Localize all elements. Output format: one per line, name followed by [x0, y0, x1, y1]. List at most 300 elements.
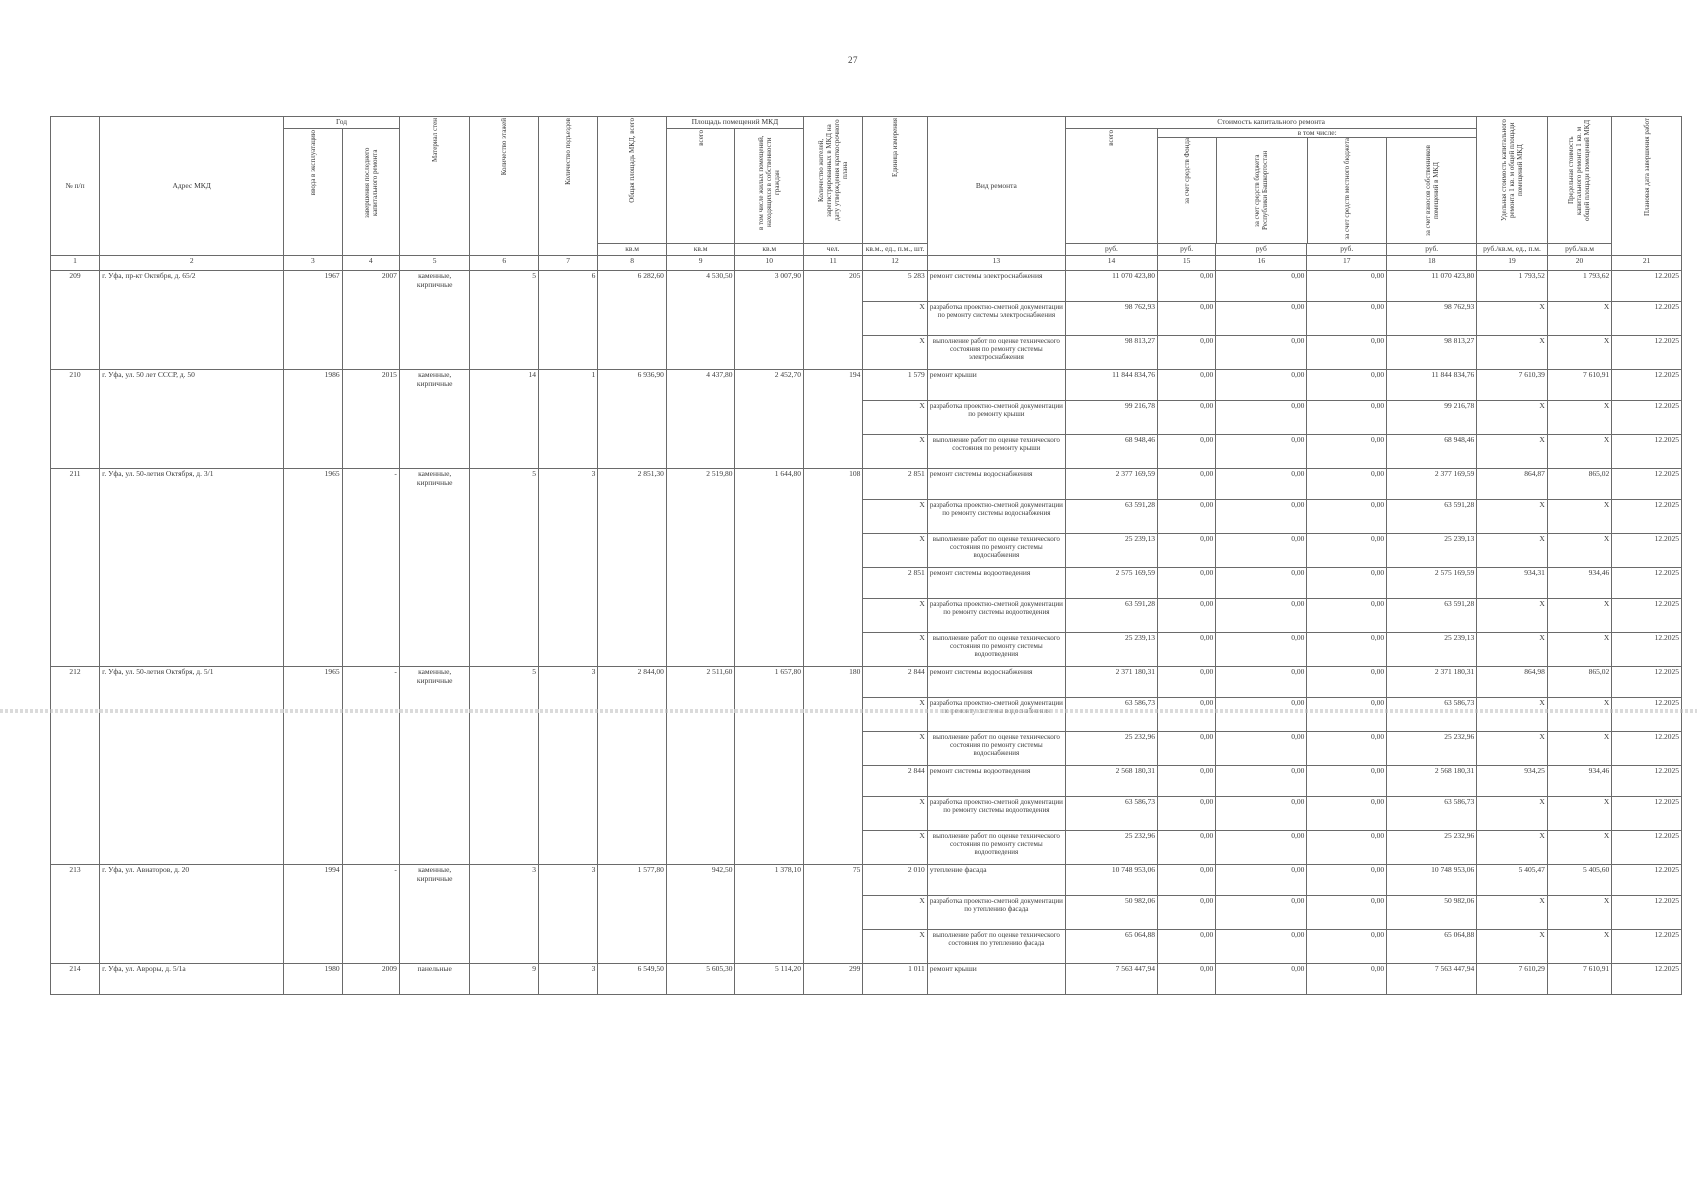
floors-cell: 3	[470, 864, 539, 963]
wall-material-cell: каменные, кирпичные	[399, 666, 470, 864]
max-cost-cell: X	[1547, 434, 1611, 468]
row-number: 211	[51, 468, 100, 666]
work-type-cell: выполнение работ по оценке технического состояния по ремонту системы водоотведения	[927, 632, 1065, 666]
work-type-cell: выполнение работ по оценке технического состояния по ремонту системы водоотведения	[927, 830, 1065, 864]
column-number: 18	[1387, 255, 1477, 270]
unit-amount-cell: 1 011	[863, 963, 927, 994]
max-cost-cell: 934,46	[1547, 765, 1611, 796]
unit-cost-cell: X	[1477, 830, 1548, 864]
entrances-cell: 6	[539, 270, 598, 369]
cost-local-cell: 0,00	[1307, 598, 1387, 632]
unit-amount-cell: X	[863, 697, 927, 731]
residents-cell: 108	[804, 468, 863, 666]
table-row	[51, 666, 1682, 697]
max-cost-cell: X	[1547, 830, 1611, 864]
cost-local-cell: 0,00	[1307, 796, 1387, 830]
unit-amount-cell: 2 844	[863, 765, 927, 796]
unit-amount-cell: 2 851	[863, 468, 927, 499]
cost-rb-cell: 0,00	[1216, 632, 1307, 666]
max-cost-cell: 7 610,91	[1547, 369, 1611, 400]
unit-cost-cell: 1 793,52	[1477, 270, 1548, 301]
cost-total-cell: 25 239,13	[1065, 632, 1157, 666]
cost-rb-cell: 0,00	[1216, 499, 1307, 533]
header-fund: за счет средств Фонда	[1182, 138, 1191, 205]
header-no: № п/п	[51, 117, 100, 256]
cost-fund-cell: 0,00	[1157, 567, 1215, 598]
cost-owners-cell: 98 762,93	[1387, 301, 1477, 335]
scan-artifact-stripe	[0, 709, 1697, 713]
row-number: 209	[51, 270, 100, 369]
unit-col-12: кв.м., ед., п.м., шт.	[863, 244, 927, 256]
column-number: 19	[1477, 255, 1548, 270]
year-repair-cell: -	[342, 864, 399, 963]
unit-col-9: кв.м	[666, 244, 735, 256]
unit-cost-cell: 934,31	[1477, 567, 1548, 598]
area-incl-cell: 3 007,90	[735, 270, 804, 369]
cost-fund-cell: 0,00	[1157, 963, 1215, 994]
cost-total-cell: 2 568 180,31	[1065, 765, 1157, 796]
unit-amount-cell: X	[863, 301, 927, 335]
unit-cost-cell: 934,25	[1477, 765, 1548, 796]
max-cost-cell: X	[1547, 796, 1611, 830]
cost-owners-cell: 2 377 169,59	[1387, 468, 1477, 499]
header-entrances: Количество подъездов	[539, 117, 598, 256]
wall-material-cell: панельные	[399, 963, 470, 994]
floors-cell: 14	[470, 369, 539, 468]
cost-owners-cell: 10 748 953,06	[1387, 864, 1477, 895]
cost-fund-cell: 0,00	[1157, 666, 1215, 697]
header-wall: Материал стен	[399, 117, 470, 256]
cost-local-cell: 0,00	[1307, 533, 1387, 567]
cost-total-cell: 68 948,46	[1065, 434, 1157, 468]
header-total-area: Общая площадь МКД, всего	[598, 117, 667, 244]
work-type-cell: разработка проектно-сметной документации по ремонту системы водоотведения	[927, 796, 1065, 830]
cost-fund-cell: 0,00	[1157, 731, 1215, 765]
header-year-last-repair: завершения последнего капитального ремонта	[342, 128, 399, 255]
unit-amount-cell: X	[863, 400, 927, 434]
unit-amount-cell: X	[863, 731, 927, 765]
residents-cell: 75	[804, 864, 863, 963]
unit-cost-cell: X	[1477, 301, 1548, 335]
cost-local-cell: 0,00	[1307, 864, 1387, 895]
work-type-cell: разработка проектно-сметной документации по ремонту системы водоотведения	[927, 598, 1065, 632]
column-number: 15	[1157, 255, 1215, 270]
year-commission-cell: 1965	[284, 468, 342, 666]
unit-cost-cell: X	[1477, 335, 1548, 369]
column-number: 8	[598, 255, 667, 270]
max-cost-cell: 865,02	[1547, 468, 1611, 499]
column-number: 11	[804, 255, 863, 270]
cost-owners-cell: 7 563 447,94	[1387, 963, 1477, 994]
table-row	[51, 369, 1682, 400]
cost-owners-cell: 63 586,73	[1387, 697, 1477, 731]
max-cost-cell: X	[1547, 335, 1611, 369]
cost-fund-cell: 0,00	[1157, 598, 1215, 632]
work-type-cell: разработка проектно-сметной документации по ремонту крыши	[927, 400, 1065, 434]
header-budget-local: за счет средств местного бюджета	[1342, 138, 1351, 240]
unit-amount-cell: X	[863, 499, 927, 533]
deadline-cell: 12.2025	[1612, 666, 1682, 697]
cost-total-cell: 11 844 834,76	[1065, 369, 1157, 400]
unit-cost-cell: 7 610,29	[1477, 963, 1548, 994]
wall-material-cell: каменные, кирпичные	[399, 369, 470, 468]
area-all-cell: 4 530,50	[666, 270, 735, 369]
deadline-cell: 12.2025	[1612, 765, 1682, 796]
year-repair-cell: 2015	[342, 369, 399, 468]
cost-local-cell: 0,00	[1307, 697, 1387, 731]
cost-rb-cell: 0,00	[1216, 301, 1307, 335]
floors-cell: 5	[470, 468, 539, 666]
unit-col-15: руб.	[1157, 244, 1215, 256]
cost-rb-cell: 0,00	[1216, 963, 1307, 994]
unit-col-18: руб.	[1387, 244, 1477, 256]
cost-owners-cell: 11 844 834,76	[1387, 369, 1477, 400]
area-all-cell: 4 437,80	[666, 369, 735, 468]
header-area-incl: в том числе жилых помещений, находящихся в собственности граждан	[735, 128, 804, 244]
cost-total-cell: 50 982,06	[1065, 895, 1157, 929]
header-unit: Единица измерения	[863, 117, 927, 244]
unit-col-14: руб.	[1065, 244, 1157, 256]
cost-rb-cell: 0,00	[1216, 929, 1307, 963]
header-incl-label: в том числе:	[1158, 129, 1476, 139]
deadline-cell: 12.2025	[1612, 697, 1682, 731]
column-number: 6	[470, 255, 539, 270]
entrances-cell: 3	[539, 468, 598, 666]
unit-amount-cell: X	[863, 434, 927, 468]
cost-rb-cell: 0,00	[1216, 468, 1307, 499]
work-type-cell: ремонт системы водоснабжения	[927, 468, 1065, 499]
deadline-cell: 12.2025	[1612, 400, 1682, 434]
cost-fund-cell: 0,00	[1157, 400, 1215, 434]
unit-cost-cell: X	[1477, 697, 1548, 731]
unit-amount-cell: X	[863, 796, 927, 830]
header-year-group: Год	[284, 117, 400, 129]
unit-col-20: руб./кв.м	[1547, 244, 1611, 256]
column-number: 17	[1307, 255, 1387, 270]
column-number: 9	[666, 255, 735, 270]
cost-fund-cell: 0,00	[1157, 335, 1215, 369]
cost-local-cell: 0,00	[1307, 830, 1387, 864]
cost-total-cell: 25 232,96	[1065, 731, 1157, 765]
cost-owners-cell: 25 232,96	[1387, 731, 1477, 765]
cost-total-cell: 25 232,96	[1065, 830, 1157, 864]
row-number: 212	[51, 666, 100, 864]
cost-local-cell: 0,00	[1307, 567, 1387, 598]
cost-total-cell: 11 070 423,80	[1065, 270, 1157, 301]
year-commission-cell: 1967	[284, 270, 342, 369]
cost-total-cell: 65 064,88	[1065, 929, 1157, 963]
unit-amount-cell: X	[863, 335, 927, 369]
cost-owners-cell: 2 575 169,59	[1387, 567, 1477, 598]
cost-owners-cell: 2 371 180,31	[1387, 666, 1477, 697]
cost-local-cell: 0,00	[1307, 301, 1387, 335]
cost-rb-cell: 0,00	[1216, 830, 1307, 864]
cost-rb-cell: 0,00	[1216, 864, 1307, 895]
work-type-cell: разработка проектно-сметной документации по ремонту системы водоснабжения	[927, 499, 1065, 533]
cost-total-cell: 7 563 447,94	[1065, 963, 1157, 994]
work-type-cell: ремонт системы водоснабжения	[927, 666, 1065, 697]
address-cell: г. Уфа, ул. 50-летия Октября, д. 3/1	[100, 468, 284, 666]
address-cell: г. Уфа, пр-кт Октября, д. 65/2	[100, 270, 284, 369]
unit-amount-cell: X	[863, 929, 927, 963]
unit-cost-cell: X	[1477, 796, 1548, 830]
year-repair-cell: 2009	[342, 963, 399, 994]
table-row	[51, 270, 1682, 301]
cost-fund-cell: 0,00	[1157, 434, 1215, 468]
column-number: 2	[100, 255, 284, 270]
area-all-cell: 2 511,60	[666, 666, 735, 864]
wall-material-cell: каменные, кирпичные	[399, 468, 470, 666]
total-area-cell: 2 851,30	[598, 468, 667, 666]
table-body	[51, 270, 1682, 994]
cost-total-cell: 63 586,73	[1065, 796, 1157, 830]
cost-fund-cell: 0,00	[1157, 830, 1215, 864]
residents-cell: 299	[804, 963, 863, 994]
work-type-cell: выполнение работ по оценке технического состояния по ремонту системы водоснабжения	[927, 533, 1065, 567]
cost-owners-cell: 2 568 180,31	[1387, 765, 1477, 796]
unit-amount-cell: 1 579	[863, 369, 927, 400]
area-incl-cell: 1 644,80	[735, 468, 804, 666]
capital-repair-table	[50, 116, 1682, 995]
cost-owners-cell: 63 586,73	[1387, 796, 1477, 830]
area-incl-cell: 1 378,10	[735, 864, 804, 963]
unit-cost-cell: X	[1477, 533, 1548, 567]
max-cost-cell: X	[1547, 598, 1611, 632]
wall-material-cell: каменные, кирпичные	[399, 864, 470, 963]
cost-local-cell: 0,00	[1307, 666, 1387, 697]
row-number: 213	[51, 864, 100, 963]
unit-cost-cell: 5 405,47	[1477, 864, 1548, 895]
total-area-cell: 1 577,80	[598, 864, 667, 963]
page-number: 27	[848, 55, 858, 65]
cost-fund-cell: 0,00	[1157, 369, 1215, 400]
cost-rb-cell: 0,00	[1216, 796, 1307, 830]
table-row	[51, 864, 1682, 895]
max-cost-cell: X	[1547, 400, 1611, 434]
deadline-cell: 12.2025	[1612, 731, 1682, 765]
unit-amount-cell: 2 844	[863, 666, 927, 697]
floors-cell: 9	[470, 963, 539, 994]
column-number: 5	[399, 255, 470, 270]
cost-rb-cell: 0,00	[1216, 598, 1307, 632]
header-cost-total: всего	[1065, 128, 1157, 244]
header-area-group: Площадь помещений МКД	[666, 117, 803, 129]
cost-rb-cell: 0,00	[1216, 533, 1307, 567]
cost-local-cell: 0,00	[1307, 499, 1387, 533]
max-cost-cell: 5 405,60	[1547, 864, 1611, 895]
cost-total-cell: 10 748 953,06	[1065, 864, 1157, 895]
table-row	[51, 963, 1682, 994]
deadline-cell: 12.2025	[1612, 301, 1682, 335]
header-floors: Количество этажей	[470, 117, 539, 256]
total-area-cell: 2 844,00	[598, 666, 667, 864]
cost-total-cell: 99 216,78	[1065, 400, 1157, 434]
table-row	[51, 468, 1682, 499]
work-type-cell: выполнение работ по оценке технического состояния по ремонту системы электроснабжения	[927, 335, 1065, 369]
year-commission-cell: 1980	[284, 963, 342, 994]
work-type-cell: выполнение работ по оценке технического состояния по ремонту системы водоснабжения	[927, 731, 1065, 765]
cost-rb-cell: 0,00	[1216, 567, 1307, 598]
deadline-cell: 12.2025	[1612, 895, 1682, 929]
work-type-cell: ремонт системы водоотведения	[927, 765, 1065, 796]
cost-local-cell: 0,00	[1307, 270, 1387, 301]
total-area-cell: 6 282,60	[598, 270, 667, 369]
unit-amount-cell: 2 010	[863, 864, 927, 895]
cost-total-cell: 25 239,13	[1065, 533, 1157, 567]
unit-amount-cell: 2 851	[863, 567, 927, 598]
work-type-cell: ремонт крыши	[927, 369, 1065, 400]
year-commission-cell: 1965	[284, 666, 342, 864]
max-cost-cell: X	[1547, 533, 1611, 567]
cost-owners-cell: 25 239,13	[1387, 632, 1477, 666]
max-cost-cell: X	[1547, 929, 1611, 963]
residents-cell: 205	[804, 270, 863, 369]
max-cost-cell: X	[1547, 499, 1611, 533]
cost-local-cell: 0,00	[1307, 632, 1387, 666]
column-number: 14	[1065, 255, 1157, 270]
max-cost-cell: X	[1547, 697, 1611, 731]
cost-total-cell: 98 813,27	[1065, 335, 1157, 369]
work-type-cell: разработка проектно-сметной документации по ремонту системы электроснабжения	[927, 301, 1065, 335]
unit-cost-cell: X	[1477, 731, 1548, 765]
wall-material-cell: каменные, кирпичные	[399, 270, 470, 369]
column-number: 20	[1547, 255, 1611, 270]
cost-rb-cell: 0,00	[1216, 666, 1307, 697]
area-all-cell: 2 519,80	[666, 468, 735, 666]
cost-local-cell: 0,00	[1307, 731, 1387, 765]
cost-fund-cell: 0,00	[1157, 796, 1215, 830]
unit-cost-cell: X	[1477, 895, 1548, 929]
cost-local-cell: 0,00	[1307, 929, 1387, 963]
unit-col-19: руб./кв.м, ед., п.м.	[1477, 244, 1548, 256]
column-number: 16	[1216, 255, 1307, 270]
entrances-cell: 3	[539, 963, 598, 994]
entrances-cell: 3	[539, 864, 598, 963]
unit-amount-cell: X	[863, 533, 927, 567]
column-number: 12	[863, 255, 927, 270]
unit-cost-cell: X	[1477, 400, 1548, 434]
cost-rb-cell: 0,00	[1216, 434, 1307, 468]
max-cost-cell: 1 793,62	[1547, 270, 1611, 301]
column-number: 10	[735, 255, 804, 270]
unit-cost-cell: X	[1477, 499, 1548, 533]
work-type-cell: выполнение работ по оценке технического состояния по утеплению фасада	[927, 929, 1065, 963]
cost-fund-cell: 0,00	[1157, 632, 1215, 666]
unit-col-10: кв.м	[735, 244, 804, 256]
cost-owners-cell: 99 216,78	[1387, 400, 1477, 434]
address-cell: г. Уфа, ул. Авиаторов, д. 20	[100, 864, 284, 963]
area-incl-cell: 1 657,80	[735, 666, 804, 864]
cost-local-cell: 0,00	[1307, 434, 1387, 468]
column-number: 4	[342, 255, 399, 270]
header-area-total: всего	[666, 128, 735, 244]
deadline-cell: 12.2025	[1612, 434, 1682, 468]
cost-local-cell: 0,00	[1307, 369, 1387, 400]
cost-owners-cell: 65 064,88	[1387, 929, 1477, 963]
area-incl-cell: 2 452,70	[735, 369, 804, 468]
unit-cost-cell: X	[1477, 434, 1548, 468]
unit-cost-cell: 7 610,39	[1477, 369, 1548, 400]
area-all-cell: 5 605,30	[666, 963, 735, 994]
work-type-cell: ремонт системы водоотведения	[927, 567, 1065, 598]
cost-local-cell: 0,00	[1307, 400, 1387, 434]
cost-rb-cell: 0,00	[1216, 270, 1307, 301]
unit-col-17: руб.	[1307, 244, 1387, 256]
deadline-cell: 12.2025	[1612, 499, 1682, 533]
total-area-cell: 6 549,50	[598, 963, 667, 994]
year-repair-cell: -	[342, 666, 399, 864]
unit-col-11: чел.	[804, 244, 863, 256]
unit-amount-cell: X	[863, 598, 927, 632]
column-number: 1	[51, 255, 100, 270]
column-number: 21	[1612, 255, 1682, 270]
cost-local-cell: 0,00	[1307, 468, 1387, 499]
cost-local-cell: 0,00	[1307, 895, 1387, 929]
entrances-cell: 1	[539, 369, 598, 468]
cost-fund-cell: 0,00	[1157, 895, 1215, 929]
work-type-cell: разработка проектно-сметной документации по утеплению фасада	[927, 895, 1065, 929]
work-type-cell: ремонт крыши	[927, 963, 1065, 994]
header-budget-rb: за счет средств бюджета Республики Башкортостан	[1253, 151, 1270, 231]
cost-total-cell: 2 371 180,31	[1065, 666, 1157, 697]
cost-fund-cell: 0,00	[1157, 270, 1215, 301]
cost-fund-cell: 0,00	[1157, 864, 1215, 895]
cost-total-cell: 2 377 169,59	[1065, 468, 1157, 499]
cost-total-cell: 63 586,73	[1065, 697, 1157, 731]
deadline-cell: 12.2025	[1612, 335, 1682, 369]
deadline-cell: 12.2025	[1612, 369, 1682, 400]
address-cell: г. Уфа, ул. 50-летия Октября, д. 5/1	[100, 666, 284, 864]
deadline-cell: 12.2025	[1612, 796, 1682, 830]
header-year-commission: ввода в эксплуатацию	[284, 128, 342, 255]
work-type-cell: разработка проектно-сметной документации	[927, 697, 1065, 731]
cost-owners-cell: 63 591,28	[1387, 499, 1477, 533]
max-cost-cell: 865,02	[1547, 666, 1611, 697]
row-number: 210	[51, 369, 100, 468]
header-deadline: Плановая дата завершения работ	[1612, 117, 1682, 256]
deadline-cell: 12.2025	[1612, 963, 1682, 994]
header-unit-cost: Удельная стоимость капитального ремонта 1 кв. м общей площади помещений МКД	[1477, 117, 1548, 244]
header-incl-group	[1157, 128, 1476, 244]
cost-rb-cell: 0,00	[1216, 369, 1307, 400]
work-type-cell: утепление фасада	[927, 864, 1065, 895]
cost-fund-cell: 0,00	[1157, 697, 1215, 731]
unit-amount-cell: X	[863, 830, 927, 864]
floors-cell: 5	[470, 270, 539, 369]
header-owners: за счет взносов собственников помещений в МКД	[1423, 145, 1440, 237]
work-type-cell: ремонт системы электроснабжения	[927, 270, 1065, 301]
deadline-cell: 12.2025	[1612, 830, 1682, 864]
deadline-cell: 12.2025	[1612, 533, 1682, 567]
cost-total-cell: 2 575 169,59	[1065, 567, 1157, 598]
deadline-cell: 12.2025	[1612, 468, 1682, 499]
deadline-cell: 12.2025	[1612, 864, 1682, 895]
floors-cell: 5	[470, 666, 539, 864]
address-cell: г. Уфа, ул. Авроры, д. 5/1а	[100, 963, 284, 994]
area-incl-cell: 5 114,20	[735, 963, 804, 994]
total-area-cell: 6 936,90	[598, 369, 667, 468]
column-numbers-row	[51, 255, 1682, 270]
cost-rb-cell: 0,00	[1216, 765, 1307, 796]
unit-col-16: руб	[1216, 244, 1307, 256]
max-cost-cell: 934,46	[1547, 567, 1611, 598]
cost-fund-cell: 0,00	[1157, 533, 1215, 567]
area-all-cell: 942,50	[666, 864, 735, 963]
unit-cost-cell: X	[1477, 632, 1548, 666]
deadline-cell: 12.2025	[1612, 270, 1682, 301]
unit-cost-cell: 864,98	[1477, 666, 1548, 697]
cost-fund-cell: 0,00	[1157, 499, 1215, 533]
